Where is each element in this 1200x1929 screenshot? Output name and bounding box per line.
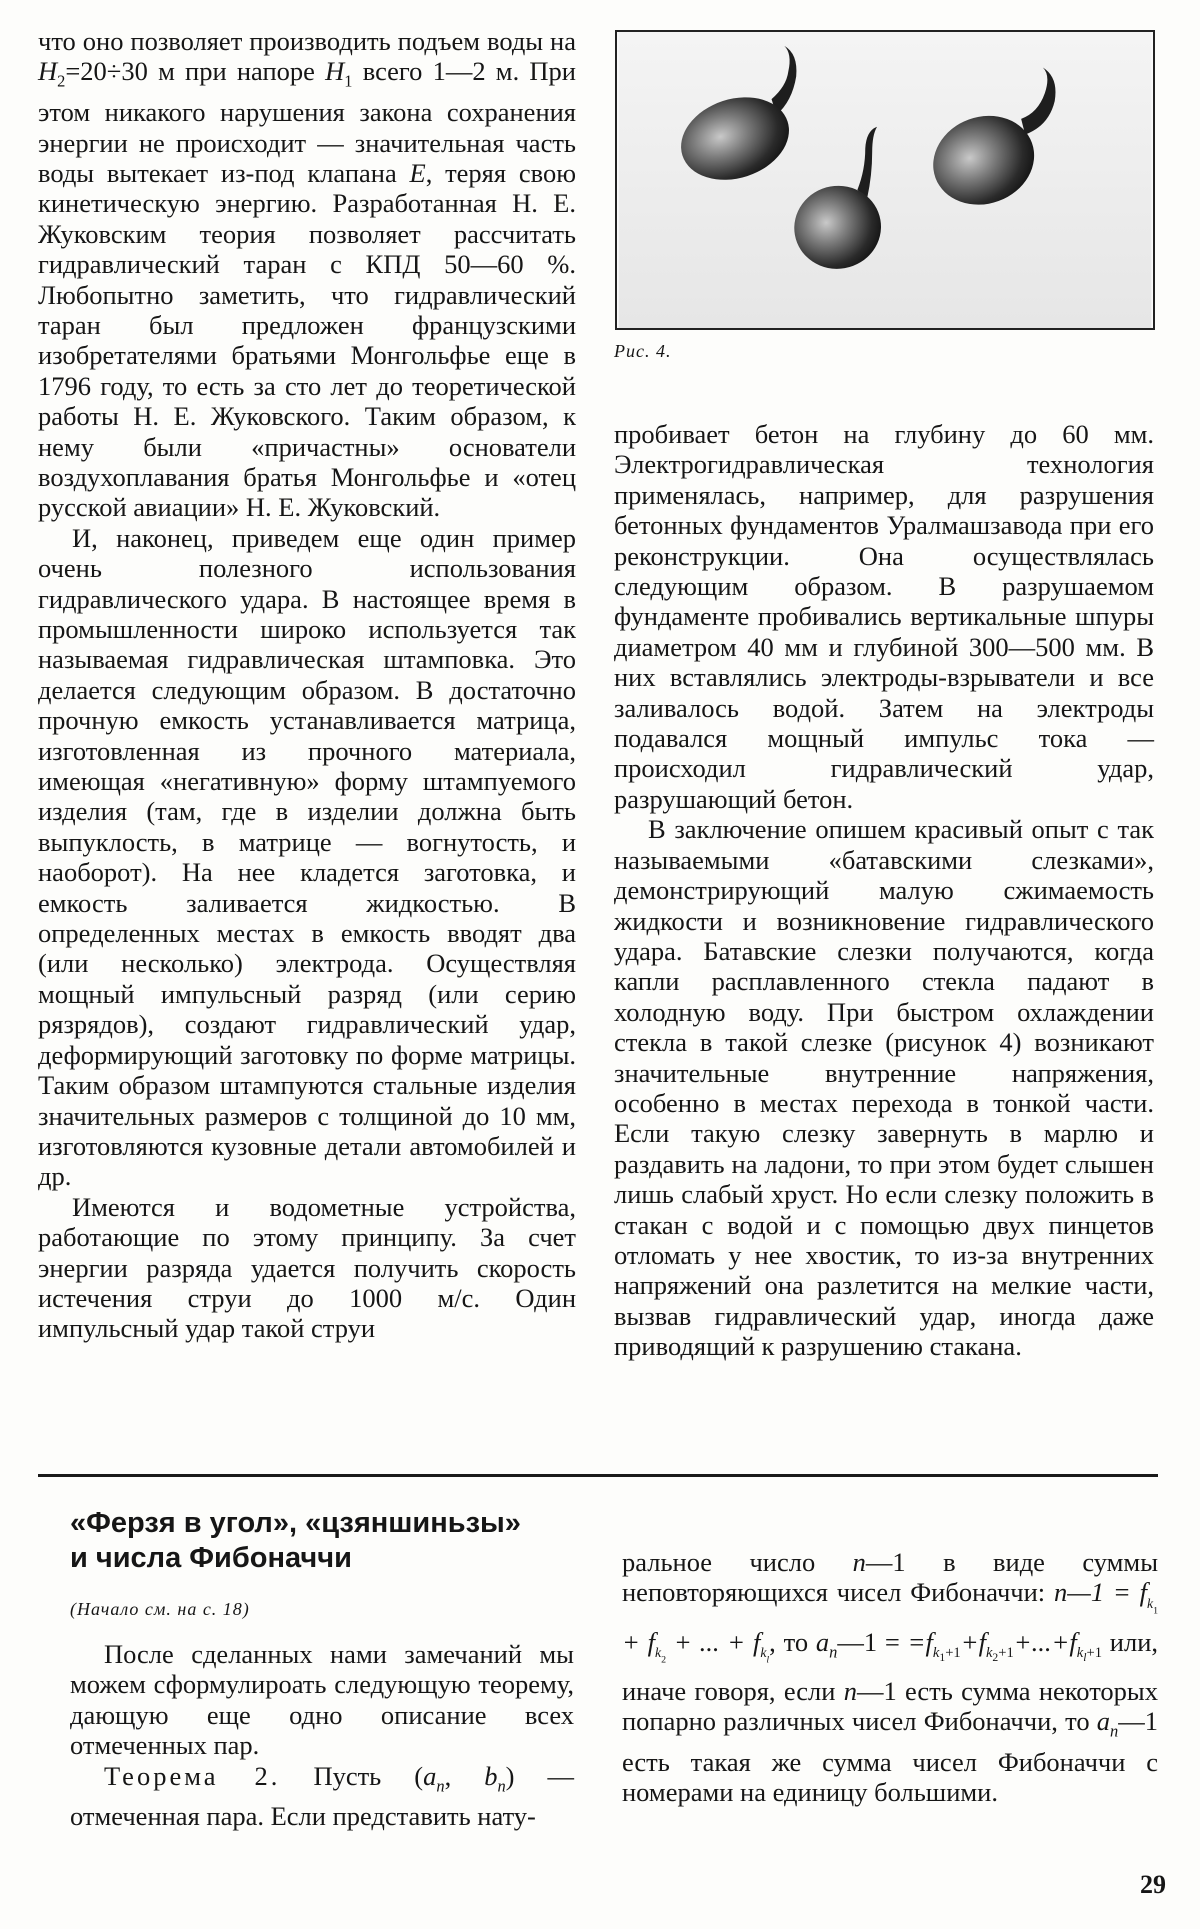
var-n: n bbox=[843, 1675, 857, 1706]
paragraph-hydraulic-ram: что оно позволяет производить подъем воды на $H_2=20\div 30$ м при напоре $H_1$ всего 1—2 м. При этом никакого нарушения закона сохранения энергии не происходит — значительная часть воды вытекает из-под клапана E, теряя свою кинетическую энергию. Разработанная Н. Е. Жуковским теория позволяет рассчитать гидравлический таран с КПД 50—60 %. Любопытно заметить, что гидравлический таран был предложен французскими изобретателями братьями Монгольфье еще в 1796 году, то есть за сто лет до теоретической работы Н. Е. Жуковского. Таким образом, к нему были «причастны» основатели воздухоплавания братья Монгольфье и «отец русской авиации» Н. Е. Жуковский. bbox=[38, 26, 576, 523]
page-number: 29 bbox=[1140, 1870, 1166, 1899]
var-a-sub: n bbox=[1110, 1721, 1119, 1741]
var-a: a bbox=[1096, 1706, 1111, 1737]
paragraph-concrete: пробивает бетон на глубину до 60 мм. Электрогидравлическая технология применялась, например, для разрушения бетонных фундаментов Уралмашзавода при его реконструкции. Она осуществлялась следующим образом. В разрушаемом фундаменте пробивались вертикальные шпуры диаметром 40 мм и глубиной 300—500 мм. В них вставлялись электроды-взрыватели и все заливалось водой. Затем на электроды подавался мощный импульс тока — происходил гидравлический удар, разрушающий бетон. bbox=[614, 419, 1154, 814]
paragraph-water-jet: Имеются и водометные устройства, работающие по этому принципу. За счет энергии разряда удается получить скорость истечения струи до 1000 м/с. Один импульсный удар такой струи bbox=[38, 1191, 576, 1344]
subscript-kl: k bbox=[1076, 1644, 1084, 1661]
paragraph-fibonacci-representation: ральное число n—1 в виде суммы неповторяющихся чисел Фибоначчи: n—1 = $f_{k_1} + f_{k_2}$ + ... + $f_{k_l}$, то $a_n—1 = =f_{k_1+1}+f_{k_2+1}+...+f_{k_l+1}$ или, иначе говоря, если n—1 есть сумма некоторых попарно различных чисел Фибоначчи, то $a_n—1$ есть такая же сумма чисел Фибоначчи с номерами на единицу большими. bbox=[622, 1547, 1159, 1808]
section-right-column bbox=[622, 1547, 1158, 1808]
subscript-1: 1 bbox=[939, 1650, 946, 1664]
figure-caption: Рис. 4. bbox=[614, 341, 672, 361]
subscript-l: l bbox=[1083, 1650, 1087, 1664]
batavian-tears-image bbox=[617, 32, 1153, 328]
paragraph-remarks: После сделанных нами замечаний мы можем сформулироать следующую теорему, дающую еще одно описание всех отмеченных пар. bbox=[70, 1639, 574, 1761]
left-text-column bbox=[38, 26, 576, 1344]
subscript-2: 2 bbox=[992, 1650, 999, 1664]
section-left-column bbox=[70, 1639, 574, 1832]
subscript-plus1-b: +1 bbox=[998, 1644, 1014, 1661]
paragraph-batavian-tears: В заключение опишем красивый опыт с так называемыми «батавскими слезками», демонстрирующий малую сжимаемость жидкости и возникновение гидравлического удара. Батавские слезки получаются, когда капли расплавленного стекла падают в холодную воду. При быстром охлаждении стекла в такой слезке (рисунок 4) возникают значительные внутренние напряжения, особенно в местах перехода в тонкой части. Если такую слезку завернуть в марлю и раздавить на ладони, то при этом будет слышен лишь слабый хруст. Но если слезку положить в стакан с водой и с помощью двух пинцетов отломать у нее хвостик, то из-за внутренних напряжений она разлетится на мелкие части, вызвав гидравлический удар, иногда даже приводящий к разрушению стакана. bbox=[614, 814, 1154, 1362]
continued-note: (Начало см. на с. 18) bbox=[70, 1599, 250, 1619]
figure-4-photo bbox=[615, 30, 1155, 330]
subscript-plus1-c: +1 bbox=[1086, 1644, 1102, 1661]
section-title: «Ферзя в угол», «цзяншиньзы» и числа Фибоначчи bbox=[70, 1507, 521, 1574]
paragraph-hydraulic-stamping: И, наконец, приведем еще один пример очень полезного использования гидравлического удара. В настоящее время в промышленности широко используется так называемая гидравлическая штамповка. Это делается следующим образом. В достаточно прочную емкость устанавливается матрица, изготовленная из прочного материала, имеющая «негативную» форму штампуемого изделия (там, где в изделии должна быть выпуклость, в матрице — вогнутость, и наоборот). На нее кладется заготовка, и емкость заливается жидкостью. В определенных местах в емкость вводят два (или несколько) электрода. Осуществляя мощный импульсный разряд (или серию рязрядов), создают гидравлический удар, деформирующий заготовку по форме матрицы. Таким образом штампуются стальные изделия значительных размеров с толщиной до 10 мм, изготовляются кузовные детали автомобилей и др. bbox=[38, 522, 576, 1192]
subscript-k1: k bbox=[932, 1644, 940, 1661]
paragraph-theorem: Теорема 2. Пусть ($a_n$, $b_n$) — отмеченная пара. Если представить нату- bbox=[70, 1760, 575, 1832]
right-text-column bbox=[614, 419, 1154, 1362]
section-divider bbox=[38, 1474, 1158, 1477]
subscript-k2: k bbox=[985, 1644, 993, 1661]
